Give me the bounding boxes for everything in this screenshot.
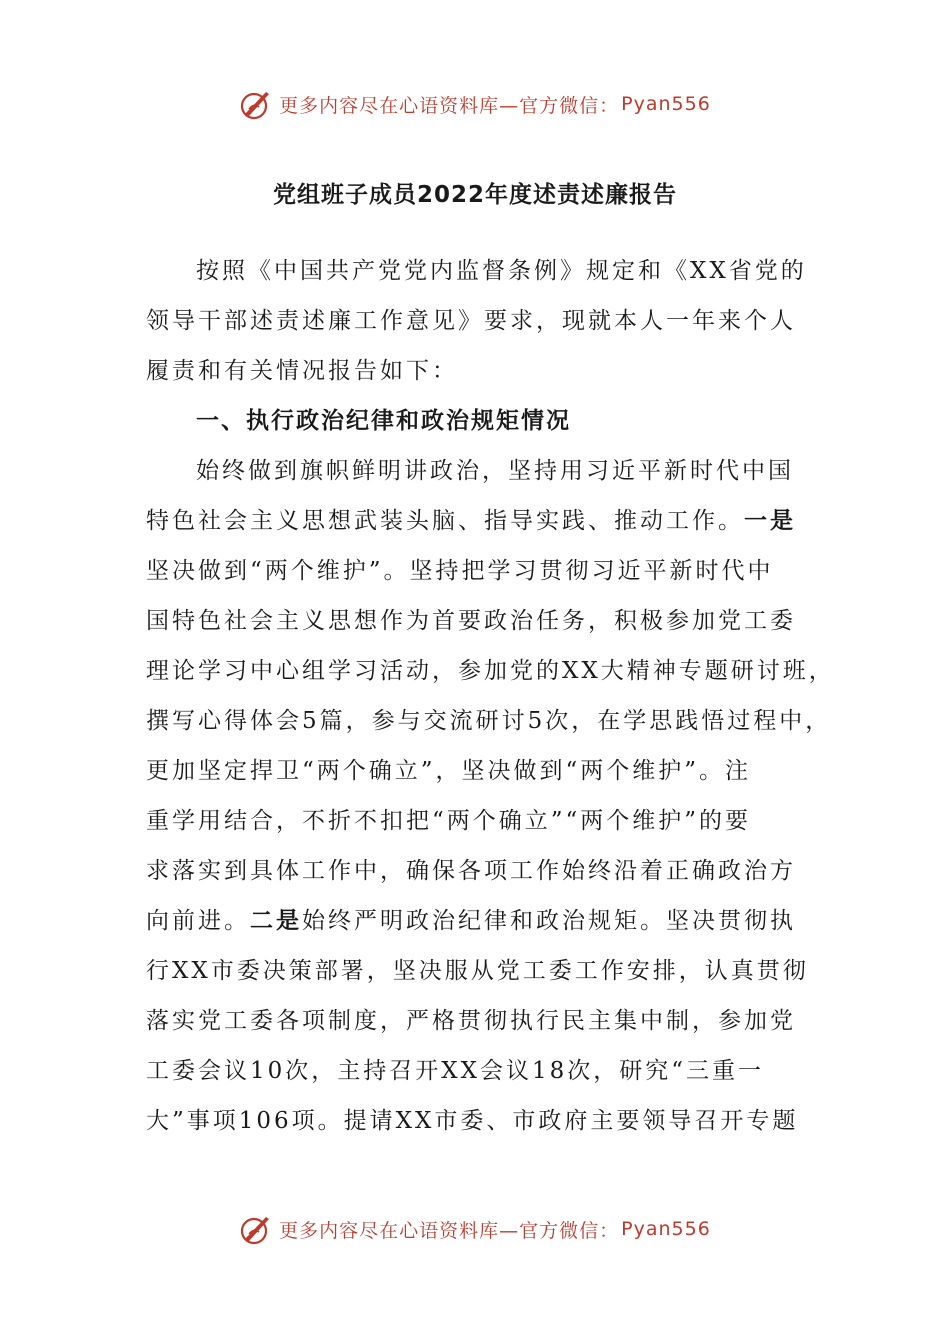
footer-banner: [0, 1209, 950, 1249]
paragraph-line: 大”事项106项。提请XX市委、市政府主要领导召开专题: [146, 1108, 799, 1134]
section-heading: 一、执行政治纪律和政治规矩情况: [196, 408, 571, 434]
emphasis-second: 二是: [250, 907, 302, 934]
document-body: [146, 246, 835, 1146]
header-banner: [0, 84, 950, 124]
banner-text: 更多内容尽在心语资料库—官方微信：: [279, 94, 620, 117]
paragraph-line: 撰写心得体会5篇，参与交流研讨5次，在学思践悟过程中，: [146, 708, 832, 734]
quill-pen-circle-icon: [239, 87, 273, 121]
paragraph-line: 理论学习中心组学习活动，参加党的XX大精神专题研讨班，: [146, 658, 835, 684]
banner-wechat-id: Pyan556: [621, 93, 711, 115]
quill-pen-circle-icon: [239, 1212, 273, 1246]
banner-text: 更多内容尽在心语资料库—官方微信：: [279, 1219, 620, 1242]
paragraph-line: 求落实到具体工作中，确保各项工作始终沿着正确政治方: [146, 858, 796, 884]
paragraph-line: 重学用结合，不折不扣把“两个确立”“两个维护”的要: [146, 808, 752, 834]
paragraph-line: 履责和有关情况报告如下：: [146, 358, 458, 384]
paragraph-line: [146, 496, 826, 546]
paragraph-line: 行XX市委决策部署，坚决服从党工委工作安排，认真贯彻: [146, 958, 809, 984]
banner-wechat-id: Pyan556: [621, 1218, 711, 1240]
paragraph-line: 领导干部述责述廉工作意见》要求，现就本人一年来个人: [146, 308, 796, 334]
paragraph-line: 落实党工委各项制度，严格贯彻执行民主集中制，参加党: [146, 1008, 796, 1034]
paragraph-line: 工委会议10次，主持召开XX会议18次，研究“三重一: [146, 1058, 765, 1084]
paragraph-line: [146, 896, 826, 946]
document-title: 党组班子成员2022年度述责述廉报告: [272, 182, 677, 208]
line-text: 特色社会主义思想武装头脑、指导实践、推动工作。: [146, 508, 744, 534]
paragraph-line: 始终做到旗帜鲜明讲政治，坚持用习近平新时代中国: [196, 458, 794, 484]
paragraph-line: 国特色社会主义思想作为首要政治任务，积极参加党工委: [146, 608, 796, 634]
emphasis-first: 一是: [744, 507, 796, 534]
paragraph-line: 按照《中国共产党党内监督条例》规定和《XX省党的: [196, 258, 807, 284]
paragraph-line: 坚决做到“两个维护”。坚持把学习贯彻习近平新时代中: [146, 558, 774, 584]
paragraph-line: 更加坚定捍卫“两个确立”，坚决做到“两个维护”。注: [146, 758, 752, 784]
line-text: 始终严明政治纪律和政治规矩。坚决贯彻执: [302, 908, 796, 934]
line-text: 向前进。: [146, 908, 250, 934]
